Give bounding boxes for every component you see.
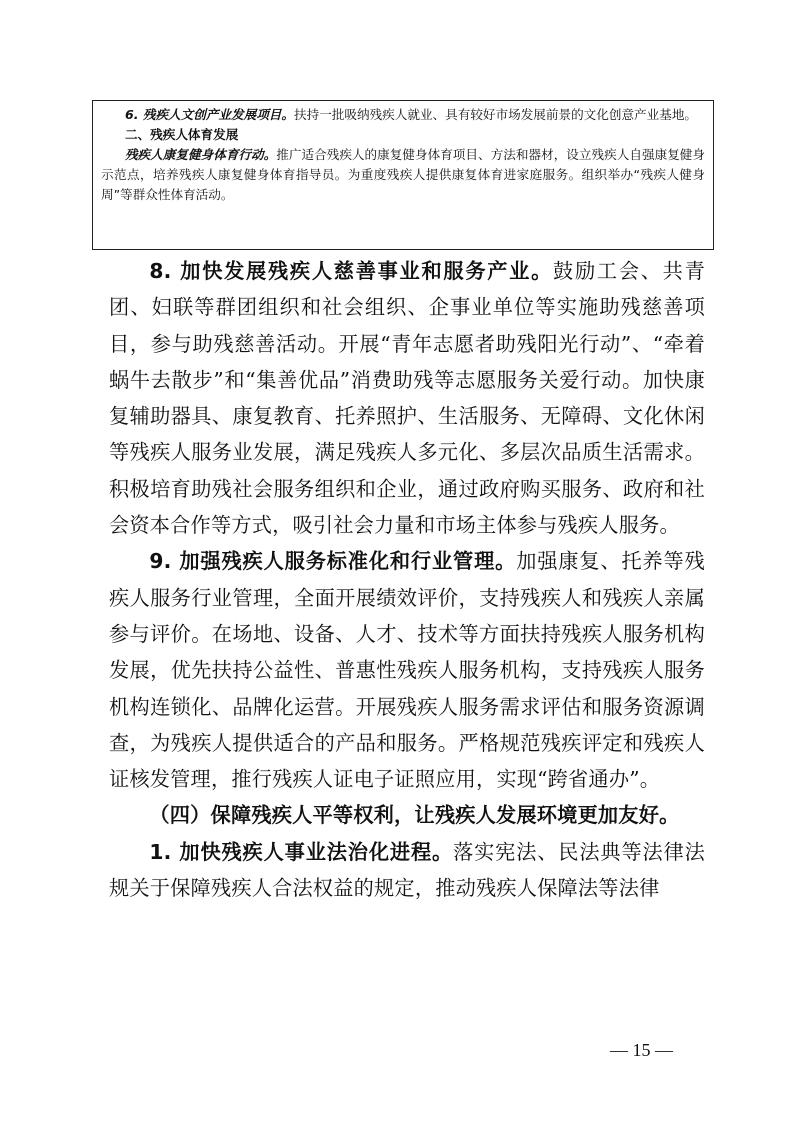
p1-title: 1. 加快残疾人事业法治化进程。 xyxy=(149,839,454,864)
p9-text: 加强康复、托养等残疾人服务行业管理，全面开展绩效评价，支持残疾人和残疾人亲属参与评价。在场地、设备、人才、技术等方面扶持残疾人服务机构发展，优先扶持公益性、普惠性残疾人服务机构，支持残疾人服务机构连锁化、品牌化运营。开展残疾人服务需求评估和服务资源调查，为残疾人提供适合的产品和服务。严格规范残疾评定和残疾人证核发管理，推行残疾人证电子证照应用，实现“跨省通办”。 xyxy=(109,549,705,792)
section4-title: （四）保障残疾人平等权利，让残疾人发展环境更加友好。 xyxy=(149,803,680,828)
section2-title: 二、残疾人体育发展 xyxy=(124,127,239,142)
paragraph-1 xyxy=(109,834,705,907)
item6-text: 扶持一批吸纳残疾人就业、具有较好市场发展前景的文化创意产业基地。 xyxy=(294,107,697,122)
p1-text: 落实宪法、民法典等法律法规关于保障残疾人合法权益的规定，推动残疾人保障法等法律 xyxy=(109,839,706,901)
sport-title: 残疾人康复健身体育行动。 xyxy=(124,147,277,162)
page-number: — 15 — xyxy=(610,1040,673,1060)
paragraph-9 xyxy=(109,543,705,797)
item6-paragraph xyxy=(101,105,705,125)
main-body xyxy=(109,253,705,906)
item6-title: 6. 残疾人文创产业发展项目。 xyxy=(124,107,294,122)
paragraph-8 xyxy=(109,253,705,543)
p8-text: 鼓励工会、共青团、妇联等群团组织和社会组织、企事业单位等实施助残慈善项目，参与助残慈善活动。开展“青年志愿者助残阳光行动”、“牵着蜗牛去散步”和“集善优品”消费助残等志愿服务关爱行动。加快康复辅助器具、康复教育、托养照护、生活服务、无障碍、文化休闲等残疾人服务业发展，满足残疾人多元化、多层次品质生活需求。积极培育助残社会服务组织和企业，通过政府购买服务、政府和社会资本合作等方式，吸引社会力量和市场主体参与残疾人服务。 xyxy=(109,259,705,538)
project-box xyxy=(92,100,714,250)
sport-paragraph xyxy=(101,145,705,205)
sport-text: 推广适合残疾人的康复健身体育项目、方法和器材，设立残疾人自强康复健身示范点，培养残疾人康复健身体育指导员。为重度残疾人提供康复体育进家庭服务。组织举办“残疾人健身周”等群众性体育活动。 xyxy=(101,147,706,202)
p8-title: 8. 加快发展残疾人慈善事业和服务产业。 xyxy=(149,259,554,283)
p9-title: 9. 加强残疾人服务标准化和行业管理。 xyxy=(149,549,517,574)
